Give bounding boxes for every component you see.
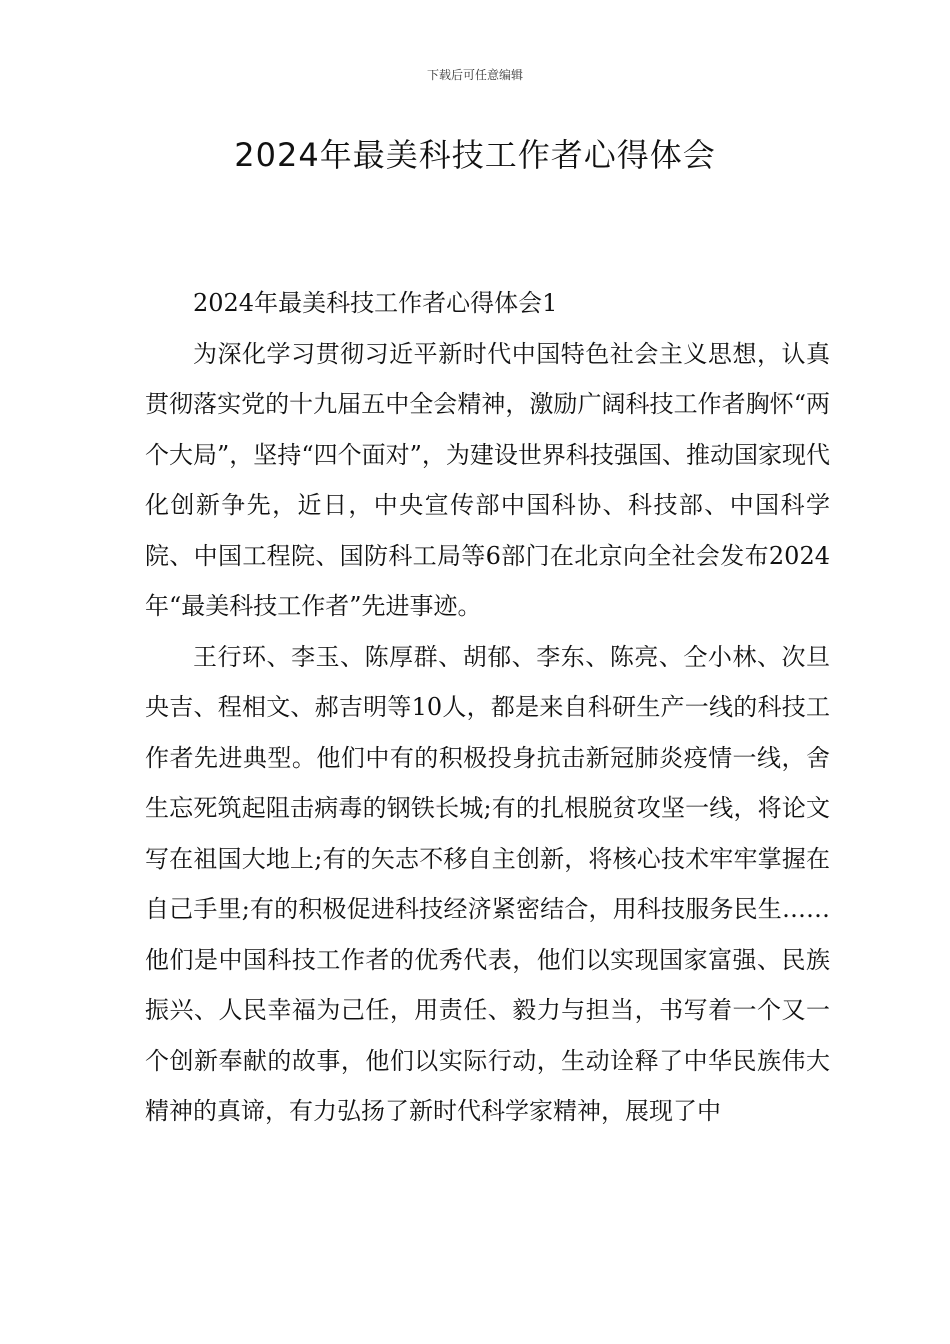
header-note: 下载后可任意编辑	[426, 68, 523, 82]
paragraph-2: 王行环、李玉、陈厚群、胡郁、李东、陈亮、仝小林、次旦央吉、程相文、郝吉明等10人，都是来自科研生产一线的科技工作者先进典型。他们中有的积极投身抗击新冠肺炎疫情一线，舍生忘死筑起阻击病毒的钢铁长城;有的扎根脱贫攻坚一线，将论文写在祖国大地上;有的矢志不移自主创新，将核心技术牢牢掌握在自己手里;有的积极促进科技经济紧密结合，用科技服务民生……他们是中国科技工作者的优秀代表，他们以实现国家富强、民族振兴、人民幸福为己任，用责任、毅力与担当，书写着一个又一个创新奉献的故事，他们以实际行动，生动诠释了中华民族伟大精神的真谛，有力弘扬了新时代科学家精神，展现了中	[145, 642, 830, 1125]
section-heading: 2024年最美科技工作者心得体会1	[193, 289, 558, 317]
paragraph-1: 为深化学习贯彻习近平新时代中国特色社会主义思想，认真贯彻落实党的十九届五中全会精神，激励广阔科技工作者胸怀“两个大局”，坚持“四个面对”，为建设世界科技强国、推动国家现代化创新争先，近日，中央宣传部中国科协、科技部、中国科学院、中国工程院、国防科工局等6部门在北京向全社会发布2024年“最美科技工作者”先进事迹。	[145, 339, 830, 620]
document-title: 2024年最美科技工作者心得体会	[234, 136, 716, 174]
document-body	[145, 278, 830, 1137]
